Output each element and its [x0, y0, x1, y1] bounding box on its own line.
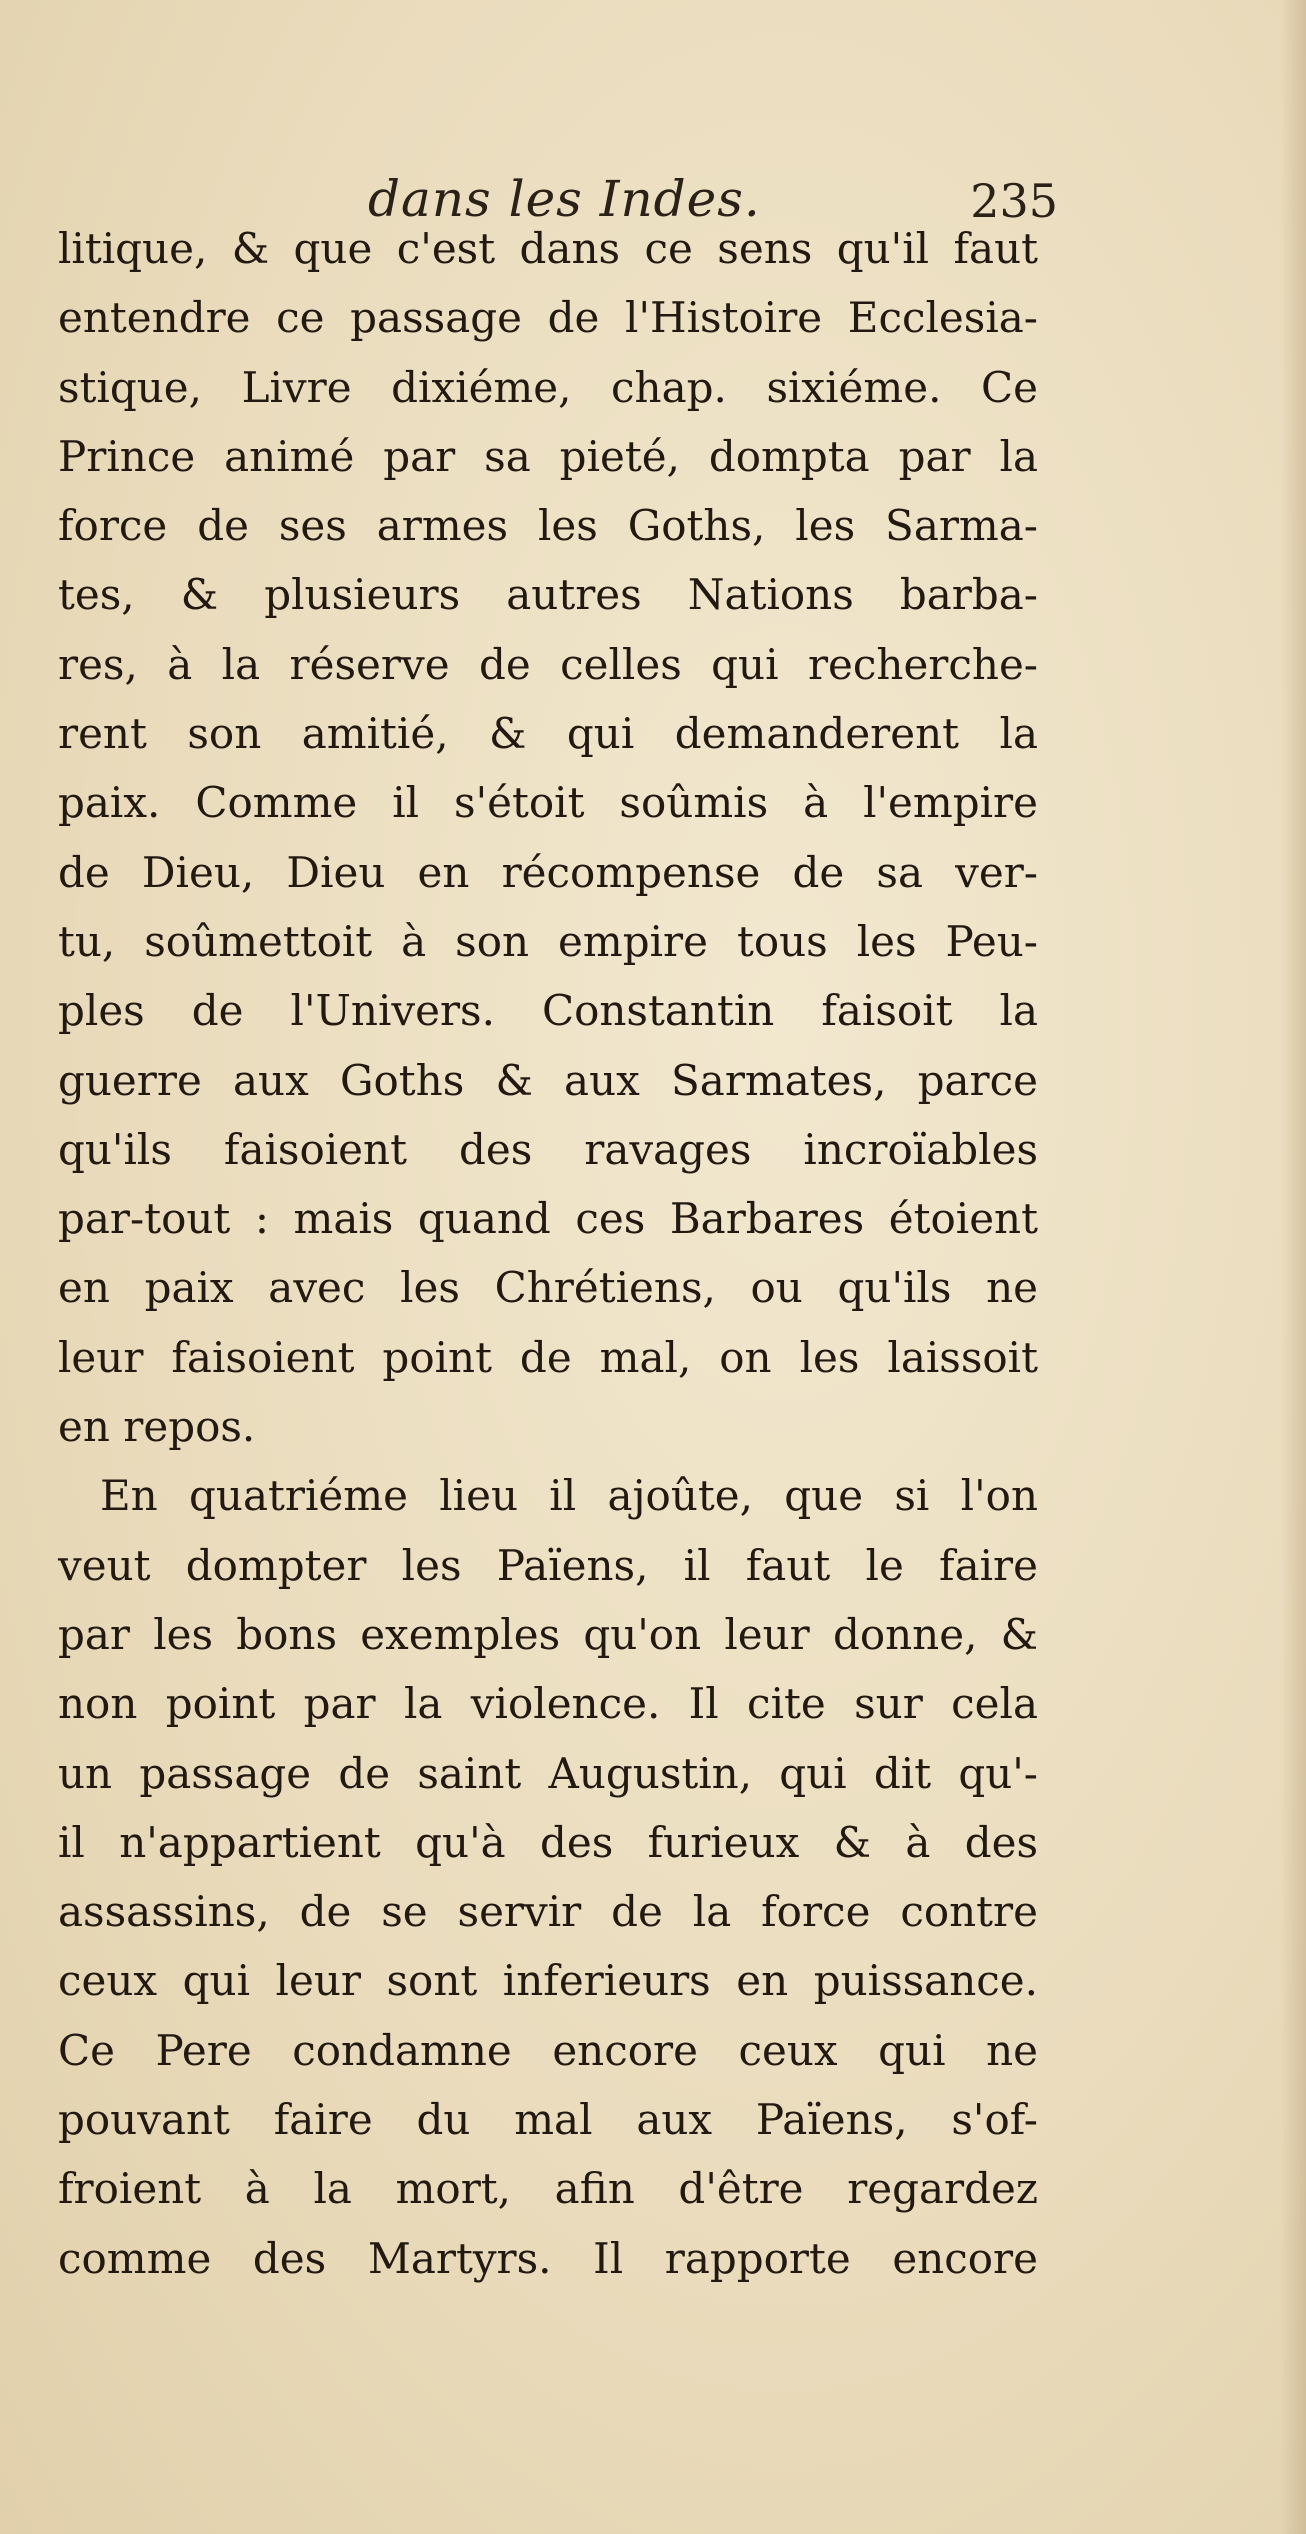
- text-line: tes, & plusieurs autres Nations barba-: [58, 570, 1038, 620]
- text-line: par-tout : mais quand ces Barbares étoient: [58, 1194, 1038, 1244]
- text-line: force de ses armes les Goths, les Sarma-: [58, 501, 1038, 551]
- text-line: ples de l'Univers. Constantin faisoit la: [58, 986, 1038, 1036]
- text-line: il n'appartient qu'à des furieux & à des: [58, 1817, 1038, 1867]
- running-head: dans les Indes.: [368, 170, 761, 228]
- text-line: stique, Livre dixiéme, chap. sixiéme. Ce: [58, 362, 1038, 412]
- text-line: pouvant faire du mal aux Païens, s'of-: [58, 2095, 1038, 2145]
- text-line: en paix avec les Chrétiens, ou qu'ils ne: [58, 1263, 1038, 1313]
- text-line: un passage de saint Augustin, qui dit qu'-: [58, 1748, 1038, 1798]
- text-line: res, à la réserve de celles qui recherche-: [58, 639, 1038, 689]
- text-line: qu'ils faisoient des ravages incroïables: [58, 1124, 1038, 1174]
- text-line: Ce Pere condamne encore ceux qui ne: [58, 2025, 1038, 2075]
- text-line: veut dompter les Païens, il faut le faire: [58, 1540, 1038, 1590]
- text-line: par les bons exemples qu'on leur donne, &: [58, 1609, 1038, 1659]
- text-line: de Dieu, Dieu en récompense de sa ver-: [58, 847, 1038, 897]
- text-line: leur faisoient point de mal, on les laissoit: [58, 1332, 1038, 1382]
- body-text: [58, 214, 1038, 2293]
- text-line: tu, soûmettoit à son empire tous les Peu-: [58, 916, 1038, 966]
- paragraph-start-line: En quatriéme lieu il ajoûte, que si l'on: [100, 1471, 1038, 1521]
- text-line: rent son amitié, & qui demanderent la: [58, 709, 1038, 759]
- page-number: 235: [970, 174, 1058, 228]
- text-line: Prince animé par sa pieté, dompta par la: [58, 431, 1038, 481]
- text-line: non point par la violence. Il cite sur cela: [58, 1679, 1038, 1729]
- text-line: litique, & que c'est dans ce sens qu'il faut: [58, 224, 1038, 273]
- text-line: guerre aux Goths & aux Sarmates, parce: [58, 1055, 1038, 1105]
- text-line: ceux qui leur sont inferieurs en puissance.: [58, 1956, 1038, 2006]
- page-edge-shadow: [1280, 0, 1306, 2534]
- text-line: assassins, de se servir de la force contre: [58, 1887, 1038, 1937]
- text-line: entendre ce passage de l'Histoire Ecclesia-: [58, 293, 1038, 343]
- text-line: paix. Comme il s'étoit soûmis à l'empire: [58, 778, 1038, 828]
- paragraph-end-line: en repos.: [58, 1402, 256, 1452]
- text-line: comme des Martyrs. Il rapporte encore: [58, 2233, 1038, 2283]
- text-line: froient à la mort, afin d'être regardez: [58, 2164, 1038, 2214]
